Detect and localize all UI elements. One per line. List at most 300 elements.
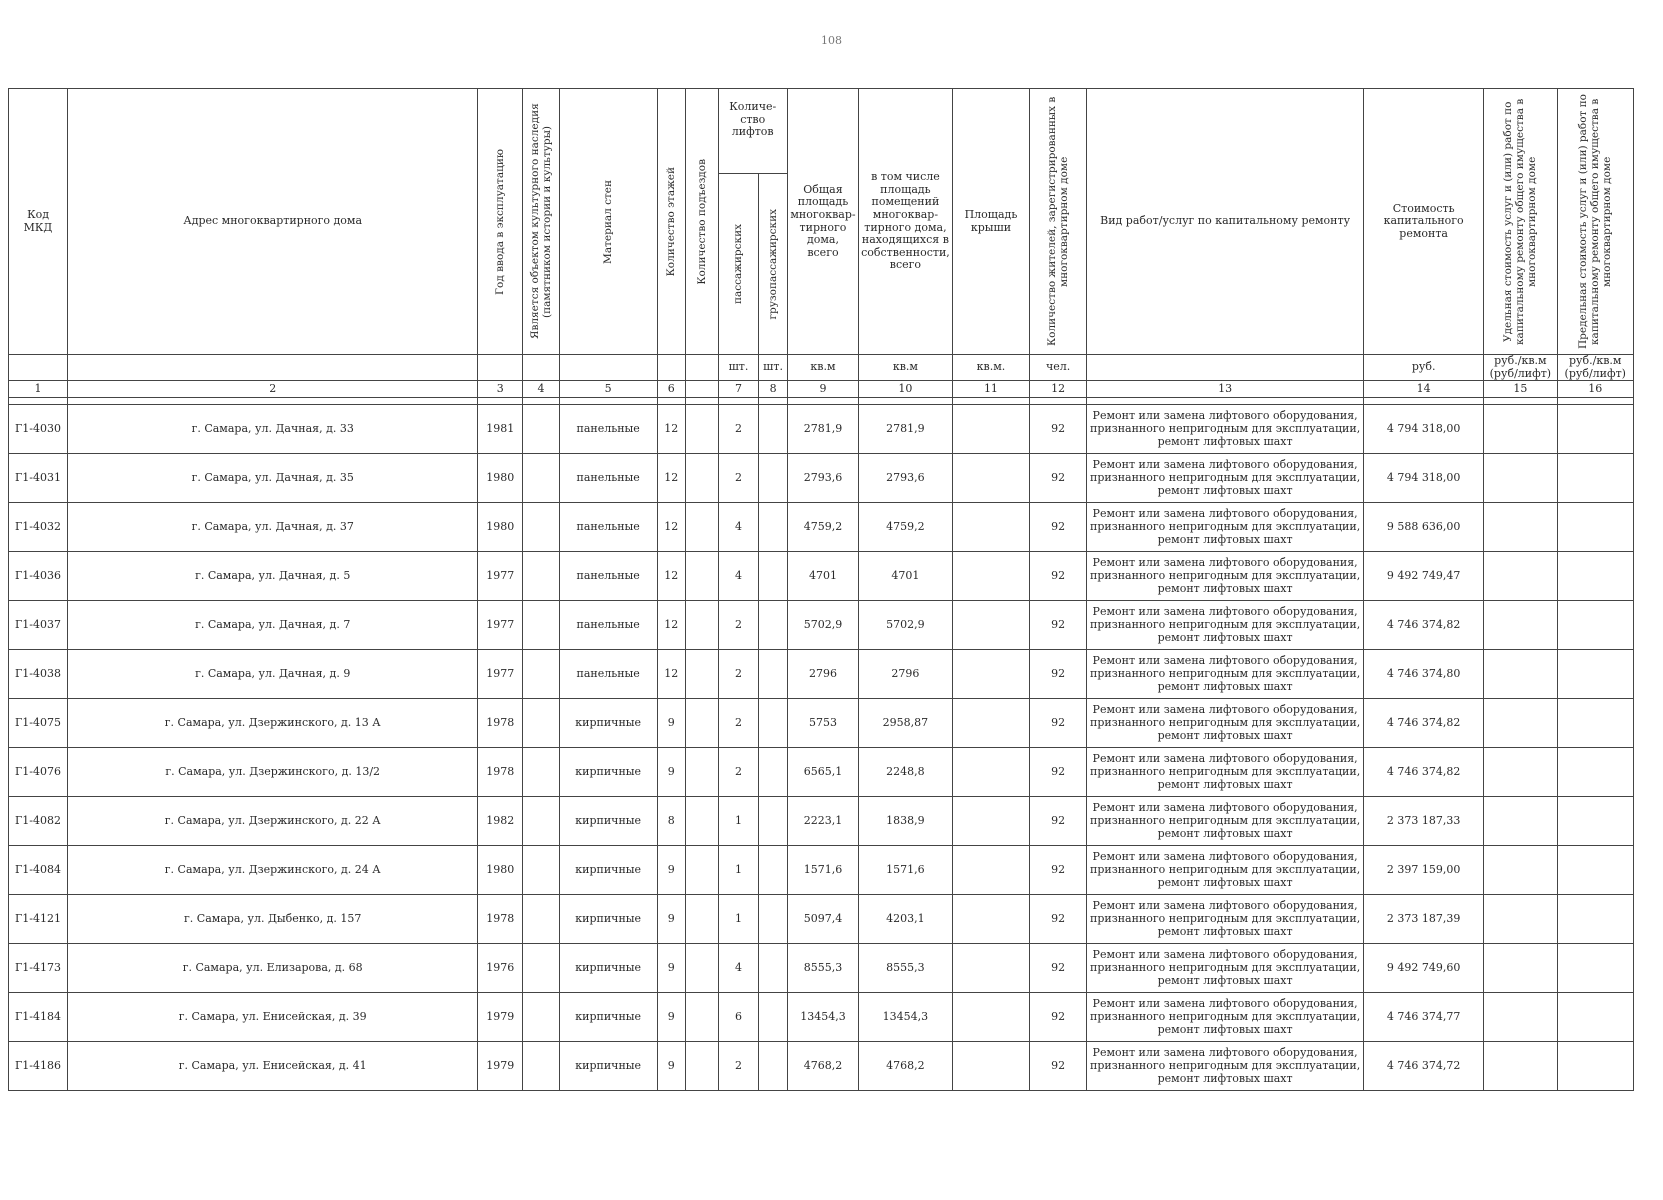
cell-lifts-pass: 1 [718, 895, 759, 944]
cell-owned-area: 4203,1 [859, 895, 953, 944]
cell-address: г. Самара, ул. Дачная, д. 37 [68, 503, 478, 552]
cell-code: Г1-4032 [9, 503, 68, 552]
cell-code: Г1-4082 [9, 797, 68, 846]
cell-total-area: 4768,2 [787, 1042, 858, 1091]
cell-entrances [686, 944, 719, 993]
header-roof-area: Площадь крыши [952, 89, 1029, 355]
column-number: 12 [1030, 381, 1087, 398]
cell-lifts-pass: 2 [718, 1042, 759, 1091]
cell-year: 1978 [478, 699, 523, 748]
header-entrances: Количество подъездов [686, 89, 719, 355]
cell-entrances [686, 993, 719, 1042]
cell-wall: кирпичные [559, 895, 657, 944]
cell-wall: кирпичные [559, 944, 657, 993]
cell-heritage [523, 650, 560, 699]
cell-unit-cost [1484, 454, 1557, 503]
cell-total-area: 6565,1 [787, 748, 858, 797]
cell-year: 1977 [478, 552, 523, 601]
table-row [9, 846, 1634, 895]
cell-work-type: Ремонт или замена лифтового оборудования, признанного непригодным для эксплуатации, ремонт лифтовых шахт [1087, 895, 1364, 944]
cell-lifts-cargo [759, 552, 788, 601]
column-number: 5 [559, 381, 657, 398]
cell-cost: 9 492 749,60 [1364, 944, 1484, 993]
cell-residents: 92 [1030, 454, 1087, 503]
cell-owned-area: 2958,87 [859, 699, 953, 748]
cell-max-cost [1557, 601, 1633, 650]
column-number: 3 [478, 381, 523, 398]
cell-max-cost [1557, 552, 1633, 601]
column-number: 9 [787, 381, 858, 398]
cell-work-type: Ремонт или замена лифтового оборудования, признанного непригодным для эксплуатации, ремонт лифтовых шахт [1087, 797, 1364, 846]
cell-total-area: 1571,6 [787, 846, 858, 895]
cell-residents: 92 [1030, 846, 1087, 895]
cell-unit-cost [1484, 895, 1557, 944]
cell-roof-area [952, 748, 1029, 797]
cell-code: Г1-4076 [9, 748, 68, 797]
header-owned-area: в том числе площадь помещений многоквар- тирного дома, находящихся в собственности, всего [859, 89, 953, 355]
cell-residents: 92 [1030, 699, 1087, 748]
column-number: 1 [9, 381, 68, 398]
cell-unit-cost [1484, 944, 1557, 993]
cell-cost: 9 492 749,47 [1364, 552, 1484, 601]
cell-roof-area [952, 699, 1029, 748]
cell-work-type: Ремонт или замена лифтового оборудования, признанного непригодным для эксплуатации, ремонт лифтовых шахт [1087, 748, 1364, 797]
cell-wall: кирпичные [559, 699, 657, 748]
cell-address: г. Самара, ул. Енисейская, д. 39 [68, 993, 478, 1042]
cell-residents: 92 [1030, 944, 1087, 993]
unit-total-area: кв.м [787, 355, 858, 381]
cell-address: г. Самара, ул. Дачная, д. 7 [68, 601, 478, 650]
cell-address: г. Самара, ул. Дачная, д. 33 [68, 405, 478, 454]
cell-year: 1980 [478, 454, 523, 503]
cell-floors: 12 [657, 405, 686, 454]
cell-floors: 9 [657, 944, 686, 993]
header-total-area: Общая площадь многоквар- тирного дома, всего [787, 89, 858, 355]
cell-lifts-pass: 2 [718, 454, 759, 503]
cell-code: Г1-4186 [9, 1042, 68, 1091]
column-number: 15 [1484, 381, 1557, 398]
cell-residents: 92 [1030, 895, 1087, 944]
cell-lifts-pass: 6 [718, 993, 759, 1042]
cell-lifts-cargo [759, 454, 788, 503]
cell-entrances [686, 699, 719, 748]
header-residents: Количество жителей, зарегистрированных в многоквартирном доме [1030, 89, 1087, 355]
column-number: 2 [68, 381, 478, 398]
cell-lifts-pass: 4 [718, 944, 759, 993]
cell-floors: 8 [657, 797, 686, 846]
cell-lifts-cargo [759, 503, 788, 552]
capital-repair-table [8, 88, 1634, 1091]
column-number: 16 [1557, 381, 1633, 398]
cell-work-type: Ремонт или замена лифтового оборудования, признанного непригодным для эксплуатации, ремонт лифтовых шахт [1087, 1042, 1364, 1091]
table-row [9, 944, 1634, 993]
cell-max-cost [1557, 895, 1633, 944]
column-number-row [9, 381, 1634, 398]
cell-roof-area [952, 552, 1029, 601]
cell-roof-area [952, 650, 1029, 699]
cell-roof-area [952, 846, 1029, 895]
header-address: Адрес многоквартирного дома [68, 89, 478, 355]
cell-max-cost [1557, 748, 1633, 797]
cell-roof-area [952, 601, 1029, 650]
column-number: 7 [718, 381, 759, 398]
cell-wall: панельные [559, 650, 657, 699]
cell-owned-area: 1571,6 [859, 846, 953, 895]
cell-cost: 4 794 318,00 [1364, 454, 1484, 503]
header-lifts: Количе- ство лифтов [718, 89, 787, 174]
cell-lifts-cargo [759, 846, 788, 895]
cell-heritage [523, 944, 560, 993]
cell-entrances [686, 797, 719, 846]
cell-unit-cost [1484, 650, 1557, 699]
cell-lifts-cargo [759, 699, 788, 748]
cell-work-type: Ремонт или замена лифтового оборудования, признанного непригодным для эксплуатации, ремонт лифтовых шахт [1087, 993, 1364, 1042]
cell-lifts-cargo [759, 1042, 788, 1091]
cell-total-area: 13454,3 [787, 993, 858, 1042]
cell-cost: 4 746 374,80 [1364, 650, 1484, 699]
cell-residents: 92 [1030, 503, 1087, 552]
cell-entrances [686, 552, 719, 601]
cell-entrances [686, 503, 719, 552]
cell-roof-area [952, 993, 1029, 1042]
table-body [9, 398, 1634, 1091]
cell-floors: 12 [657, 601, 686, 650]
cell-address: г. Самара, ул. Дачная, д. 35 [68, 454, 478, 503]
cell-lifts-pass: 2 [718, 699, 759, 748]
cell-owned-area: 5702,9 [859, 601, 953, 650]
cell-floors: 12 [657, 503, 686, 552]
header-lifts-passenger: пассажирских [718, 173, 759, 354]
cell-heritage [523, 797, 560, 846]
cell-unit-cost [1484, 846, 1557, 895]
cell-work-type: Ремонт или замена лифтового оборудования, признанного непригодным для эксплуатации, ремонт лифтовых шахт [1087, 503, 1364, 552]
column-number: 8 [759, 381, 788, 398]
cell-floors: 12 [657, 552, 686, 601]
cell-residents: 92 [1030, 748, 1087, 797]
cell-year: 1980 [478, 846, 523, 895]
cell-max-cost [1557, 454, 1633, 503]
cell-roof-area [952, 895, 1029, 944]
cell-roof-area [952, 454, 1029, 503]
cell-entrances [686, 650, 719, 699]
cell-owned-area: 8555,3 [859, 944, 953, 993]
table-row [9, 748, 1634, 797]
cell-residents: 92 [1030, 601, 1087, 650]
cell-unit-cost [1484, 797, 1557, 846]
cell-heritage [523, 454, 560, 503]
cell-roof-area [952, 944, 1029, 993]
cell-cost: 2 373 187,39 [1364, 895, 1484, 944]
unit-roof-area: кв.м. [952, 355, 1029, 381]
cell-owned-area: 13454,3 [859, 993, 953, 1042]
cell-wall: кирпичные [559, 797, 657, 846]
cell-wall: панельные [559, 405, 657, 454]
cell-unit-cost [1484, 699, 1557, 748]
header-floors: Количество этажей [657, 89, 686, 355]
cell-entrances [686, 846, 719, 895]
table-row [9, 454, 1634, 503]
cell-heritage [523, 503, 560, 552]
cell-roof-area [952, 405, 1029, 454]
cell-lifts-cargo [759, 993, 788, 1042]
cell-total-area: 4759,2 [787, 503, 858, 552]
cell-heritage [523, 846, 560, 895]
cell-heritage [523, 552, 560, 601]
unit-owned-area: кв.м [859, 355, 953, 381]
cell-lifts-pass: 4 [718, 552, 759, 601]
cell-lifts-cargo [759, 797, 788, 846]
cell-work-type: Ремонт или замена лифтового оборудования, признанного непригодным для эксплуатации, ремонт лифтовых шахт [1087, 650, 1364, 699]
cell-cost: 9 588 636,00 [1364, 503, 1484, 552]
cell-code: Г1-4030 [9, 405, 68, 454]
cell-floors: 12 [657, 454, 686, 503]
cell-code: Г1-4184 [9, 993, 68, 1042]
cell-owned-area: 2796 [859, 650, 953, 699]
cell-max-cost [1557, 699, 1633, 748]
cell-lifts-pass: 1 [718, 846, 759, 895]
cell-wall: кирпичные [559, 1042, 657, 1091]
unit-lifts-pass: шт. [718, 355, 759, 381]
cell-owned-area: 4701 [859, 552, 953, 601]
cell-lifts-pass: 2 [718, 748, 759, 797]
cell-unit-cost [1484, 503, 1557, 552]
cell-lifts-cargo [759, 601, 788, 650]
cell-address: г. Самара, ул. Дачная, д. 9 [68, 650, 478, 699]
column-number: 13 [1087, 381, 1364, 398]
cell-floors: 9 [657, 1042, 686, 1091]
cell-heritage [523, 1042, 560, 1091]
cell-owned-area: 2781,9 [859, 405, 953, 454]
cell-total-area: 5753 [787, 699, 858, 748]
cell-lifts-pass: 4 [718, 503, 759, 552]
cell-max-cost [1557, 405, 1633, 454]
cell-year: 1977 [478, 650, 523, 699]
table-row [9, 405, 1634, 454]
cell-entrances [686, 405, 719, 454]
cell-cost: 2 397 159,00 [1364, 846, 1484, 895]
cell-year: 1976 [478, 944, 523, 993]
column-number: 14 [1364, 381, 1484, 398]
cell-year: 1981 [478, 405, 523, 454]
cell-lifts-cargo [759, 748, 788, 797]
cell-lifts-cargo [759, 650, 788, 699]
cell-residents: 92 [1030, 552, 1087, 601]
cell-work-type: Ремонт или замена лифтового оборудования, признанного непригодным для эксплуатации, ремонт лифтовых шахт [1087, 552, 1364, 601]
cell-wall: панельные [559, 552, 657, 601]
cell-year: 1982 [478, 797, 523, 846]
cell-code: Г1-4084 [9, 846, 68, 895]
cell-entrances [686, 601, 719, 650]
unit-residents: чел. [1030, 355, 1087, 381]
cell-cost: 4 746 374,82 [1364, 601, 1484, 650]
cell-lifts-cargo [759, 405, 788, 454]
unit-lifts-cargo: шт. [759, 355, 788, 381]
cell-code: Г1-4031 [9, 454, 68, 503]
cell-heritage [523, 601, 560, 650]
cell-total-area: 5702,9 [787, 601, 858, 650]
cell-residents: 92 [1030, 797, 1087, 846]
cell-floors: 12 [657, 650, 686, 699]
cell-year: 1979 [478, 993, 523, 1042]
cell-code: Г1-4173 [9, 944, 68, 993]
cell-total-area: 4701 [787, 552, 858, 601]
column-number: 6 [657, 381, 686, 398]
cell-year: 1980 [478, 503, 523, 552]
cell-lifts-cargo [759, 944, 788, 993]
cell-max-cost [1557, 944, 1633, 993]
cell-lifts-pass: 2 [718, 405, 759, 454]
cell-wall: кирпичные [559, 846, 657, 895]
cell-address: г. Самара, ул. Дзержинского, д. 24 А [68, 846, 478, 895]
cell-lifts-pass: 2 [718, 601, 759, 650]
cell-unit-cost [1484, 1042, 1557, 1091]
cell-unit-cost [1484, 748, 1557, 797]
cell-address: г. Самара, ул. Елизарова, д. 68 [68, 944, 478, 993]
cell-cost: 4 794 318,00 [1364, 405, 1484, 454]
cell-unit-cost [1484, 552, 1557, 601]
cell-owned-area: 2248,8 [859, 748, 953, 797]
cell-cost: 4 746 374,82 [1364, 748, 1484, 797]
cell-total-area: 2781,9 [787, 405, 858, 454]
cell-residents: 92 [1030, 650, 1087, 699]
cell-floors: 9 [657, 748, 686, 797]
table-row [9, 1042, 1634, 1091]
column-number [686, 381, 719, 398]
cell-cost: 4 746 374,72 [1364, 1042, 1484, 1091]
table-row [9, 797, 1634, 846]
cell-max-cost [1557, 797, 1633, 846]
cell-lifts-pass: 2 [718, 650, 759, 699]
cell-heritage [523, 993, 560, 1042]
header-work-type: Вид работ/услуг по капитальному ремонту [1087, 89, 1364, 355]
cell-year: 1978 [478, 895, 523, 944]
cell-max-cost [1557, 503, 1633, 552]
cell-max-cost [1557, 650, 1633, 699]
cell-year: 1979 [478, 1042, 523, 1091]
cell-owned-area: 4768,2 [859, 1042, 953, 1091]
column-number: 11 [952, 381, 1029, 398]
unit-max-cost: руб./кв.м (руб/лифт) [1557, 355, 1633, 381]
cell-total-area: 5097,4 [787, 895, 858, 944]
cell-wall: панельные [559, 454, 657, 503]
unit-unit-cost: руб./кв.м (руб/лифт) [1484, 355, 1557, 381]
cell-residents: 92 [1030, 993, 1087, 1042]
cell-work-type: Ремонт или замена лифтового оборудования, признанного непригодным для эксплуатации, ремонт лифтовых шахт [1087, 405, 1364, 454]
table-row [9, 993, 1634, 1042]
cell-heritage [523, 748, 560, 797]
header-cost: Стоимость капитального ремонта [1364, 89, 1484, 355]
cell-floors: 9 [657, 699, 686, 748]
cell-work-type: Ремонт или замена лифтового оборудования, признанного непригодным для эксплуатации, ремонт лифтовых шахт [1087, 601, 1364, 650]
cell-owned-area: 4759,2 [859, 503, 953, 552]
header-max-cost: Предельная стоимость услуг и (или) работ по капитальному ремонту общего имущества в многоквартирном доме [1557, 89, 1633, 355]
cell-entrances [686, 748, 719, 797]
table-row [9, 650, 1634, 699]
cell-work-type: Ремонт или замена лифтового оборудования, признанного непригодным для эксплуатации, ремонт лифтовых шахт [1087, 846, 1364, 895]
cell-lifts-pass: 1 [718, 797, 759, 846]
cell-total-area: 2796 [787, 650, 858, 699]
cell-unit-cost [1484, 993, 1557, 1042]
cell-total-area: 2793,6 [787, 454, 858, 503]
cell-residents: 92 [1030, 405, 1087, 454]
cell-code: Г1-4038 [9, 650, 68, 699]
cell-floors: 9 [657, 993, 686, 1042]
header-year: Год ввода в эксплуатацию [478, 89, 523, 355]
cell-work-type: Ремонт или замена лифтового оборудования, признанного непригодным для эксплуатации, ремонт лифтовых шахт [1087, 454, 1364, 503]
cell-code: Г1-4037 [9, 601, 68, 650]
table-row [9, 895, 1634, 944]
page-number: 108 [821, 34, 842, 47]
cell-code: Г1-4036 [9, 552, 68, 601]
cell-wall: кирпичные [559, 748, 657, 797]
cell-work-type: Ремонт или замена лифтового оборудования, признанного непригодным для эксплуатации, ремонт лифтовых шахт [1087, 699, 1364, 748]
header-heritage: Является объектом культурного наследия (памятником истории и культуры) [523, 89, 560, 355]
cell-wall: панельные [559, 503, 657, 552]
cell-cost: 4 746 374,77 [1364, 993, 1484, 1042]
cell-heritage [523, 699, 560, 748]
cell-address: г. Самара, ул. Дзержинского, д. 13/2 [68, 748, 478, 797]
cell-heritage [523, 405, 560, 454]
cell-floors: 9 [657, 846, 686, 895]
cell-unit-cost [1484, 601, 1557, 650]
cell-work-type: Ремонт или замена лифтового оборудования, признанного непригодным для эксплуатации, ремонт лифтовых шахт [1087, 944, 1364, 993]
header-wall-material: Материал стен [559, 89, 657, 355]
cell-address: г. Самара, ул. Дзержинского, д. 22 А [68, 797, 478, 846]
cell-address: г. Самара, ул. Дыбенко, д. 157 [68, 895, 478, 944]
cell-address: г. Самара, ул. Дзержинского, д. 13 А [68, 699, 478, 748]
cell-heritage [523, 895, 560, 944]
column-number: 10 [859, 381, 953, 398]
cell-entrances [686, 895, 719, 944]
cell-max-cost [1557, 993, 1633, 1042]
cell-wall: кирпичные [559, 993, 657, 1042]
cell-address: г. Самара, ул. Енисейская, д. 41 [68, 1042, 478, 1091]
unit-cost: руб. [1364, 355, 1484, 381]
cell-floors: 9 [657, 895, 686, 944]
header-code: Код МКД [9, 89, 68, 355]
cell-lifts-cargo [759, 895, 788, 944]
cell-entrances [686, 1042, 719, 1091]
cell-code: Г1-4121 [9, 895, 68, 944]
units-row [9, 355, 1634, 381]
table-row [9, 552, 1634, 601]
cell-entrances [686, 454, 719, 503]
cell-owned-area: 1838,9 [859, 797, 953, 846]
cell-roof-area [952, 503, 1029, 552]
cell-code: Г1-4075 [9, 699, 68, 748]
cell-roof-area [952, 1042, 1029, 1091]
cell-address: г. Самара, ул. Дачная, д. 5 [68, 552, 478, 601]
table-row [9, 699, 1634, 748]
cell-wall: панельные [559, 601, 657, 650]
table-row [9, 601, 1634, 650]
header-lifts-cargo: грузопассажирских [759, 173, 788, 354]
cell-roof-area [952, 797, 1029, 846]
cell-cost: 4 746 374,82 [1364, 699, 1484, 748]
cell-cost: 2 373 187,33 [1364, 797, 1484, 846]
cell-year: 1978 [478, 748, 523, 797]
cell-total-area: 8555,3 [787, 944, 858, 993]
cell-unit-cost [1484, 405, 1557, 454]
cell-year: 1977 [478, 601, 523, 650]
cell-residents: 92 [1030, 1042, 1087, 1091]
cell-total-area: 2223,1 [787, 797, 858, 846]
cell-max-cost [1557, 1042, 1633, 1091]
table-row [9, 503, 1634, 552]
header-unit-cost: Удельная стоимость услуг и (или) работ по капитальному ремонту общего имущества в многоквартирном доме [1484, 89, 1557, 355]
cell-max-cost [1557, 846, 1633, 895]
column-number: 4 [523, 381, 560, 398]
